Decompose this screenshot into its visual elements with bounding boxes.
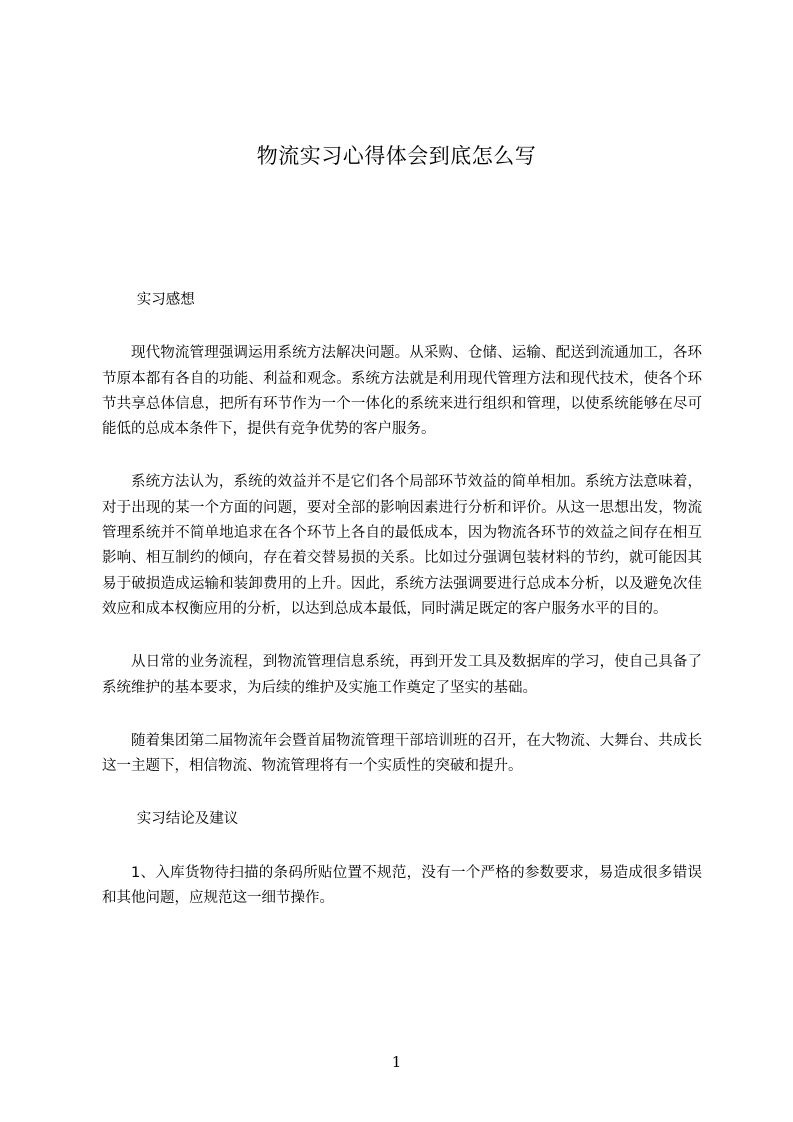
document-title: 物流实习心得体会到底怎么写 bbox=[256, 144, 537, 168]
paragraph: 从日常的业务流程，到物流管理信息系统，再到开发工具及数据库的学习，使自己具备了系统维护的基本要求，为后续的维护及实施工作奠定了坚实的基础。 bbox=[102, 654, 702, 696]
spacer bbox=[102, 622, 702, 650]
spacer bbox=[102, 833, 702, 861]
section-heading-impressions: 实习感想 bbox=[136, 292, 195, 308]
spacer bbox=[102, 701, 702, 729]
paragraph: 系统方法认为，系统的效益并不是它们各个局部环节效益的简单相加。系统方法意味着，对于出现的某一个方面的问题，要对全部的影响因素进行分析和评价。从这一思想出发，物流管理系统并不简单地追求在各个环节上各自的最低成本，因为物流各环节的效益之间存在相互影响、相互制约的倾向，存在着交替易损的关系。比如过分强调包装材料的节约，就可能因其易于破损造成运输和装卸费用的上升。因此，系统方法强调要进行总成本分析，以及避免次佳效应和成本权衡应用的分析，以达到总成本最低，同时满足既定的客户服务水平的目的。 bbox=[102, 474, 702, 617]
paragraph: 1、入库货物待扫描的条码所贴位置不规范，没有一个严格的参数要求，易造成很多错误和其他问题，应规范这一细节操作。 bbox=[102, 864, 702, 907]
spacer bbox=[102, 442, 702, 470]
paragraph: 随着集团第二届物流年会暨首届物流管理干部培训班的召开，在大物流、大舞台、共成长这一主题下，相信物流、物流管理将有一个实质性的突破和提升。 bbox=[102, 732, 702, 775]
page-number: 1 bbox=[391, 1053, 402, 1071]
spacer bbox=[102, 313, 702, 341]
paragraph: 现代物流管理强调运用系统方法解决问题。从采购、仓储、运输、配送到流通加工，各环节原本都有各自的功能、利益和观念。系统方法就是利用现代管理方法和现代技术，使各个环节共享总体信息，把所有环节作为一个一体化的系统来进行组织和管理，以使系统能够在尽可能低的总成本条件下，提供有竞争优势的客户服务。 bbox=[102, 345, 702, 438]
document-body bbox=[102, 288, 702, 911]
spacer bbox=[102, 779, 702, 807]
section-heading-conclusions: 实习结论及建议 bbox=[136, 811, 239, 828]
